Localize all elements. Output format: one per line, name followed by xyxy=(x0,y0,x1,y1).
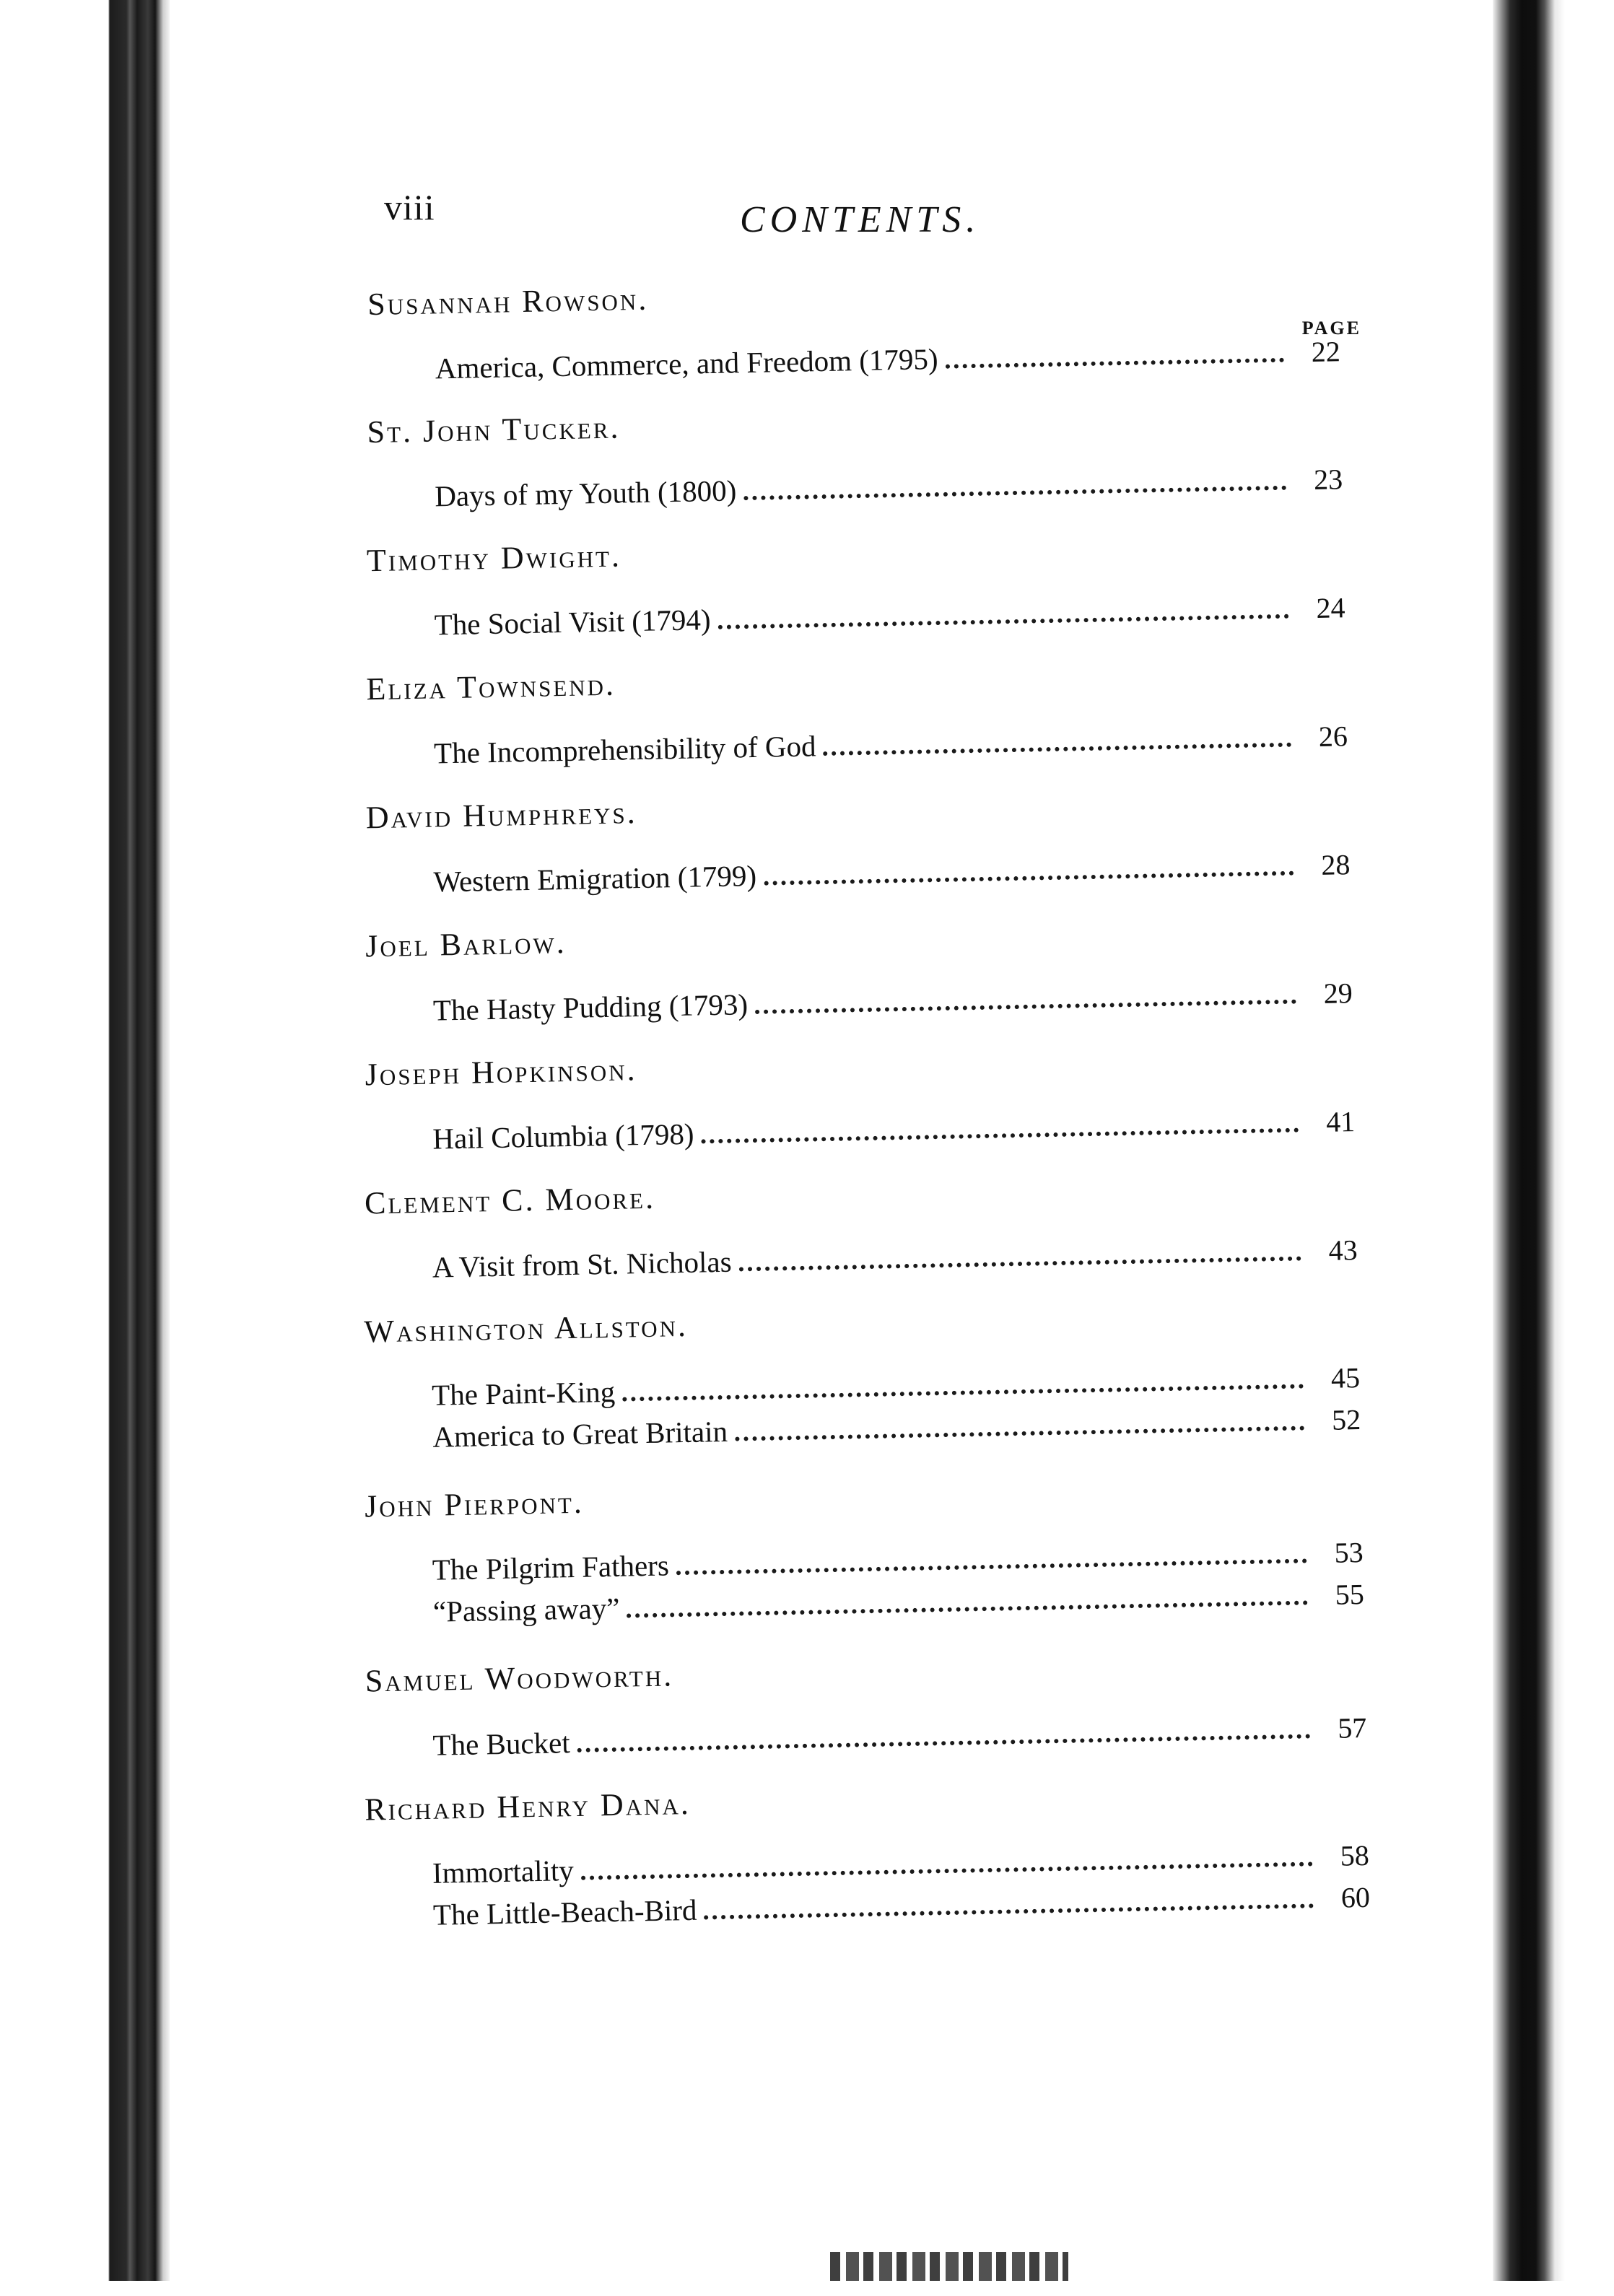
entry-title: The Little-Beach-Bird xyxy=(432,1893,697,1931)
entry-page-number: 52 xyxy=(1331,1403,1361,1436)
author-heading: Clement C. Moore. xyxy=(364,1179,656,1221)
toc-entry[interactable] xyxy=(435,455,1343,513)
entry-page-number: 58 xyxy=(1340,1838,1370,1872)
dot-leader xyxy=(738,1227,1301,1272)
entry-title: The Social Visit (1794) xyxy=(434,603,711,642)
entry-title: The Bucket xyxy=(432,1726,571,1762)
entry-title: Immortality xyxy=(432,1854,575,1890)
entry-title: The Paint-King xyxy=(431,1374,616,1412)
dot-leader xyxy=(577,1704,1311,1752)
entry-title: The Incomprehensibility of God xyxy=(433,729,816,770)
toc-entry[interactable] xyxy=(432,969,1353,1027)
toc-entry[interactable] xyxy=(432,1703,1367,1763)
dot-leader xyxy=(676,1529,1307,1575)
entry-title: Western Emigration (1799) xyxy=(433,858,757,899)
entry-page-number: 53 xyxy=(1334,1535,1364,1569)
entry-page-number: 23 xyxy=(1313,463,1343,497)
author-heading: Washington Allston. xyxy=(364,1307,689,1350)
author-heading: Susannah Rowson. xyxy=(367,281,649,323)
dot-leader xyxy=(945,328,1284,369)
dot-leader xyxy=(621,1355,1304,1402)
entry-title: Days of my Youth (1800) xyxy=(434,473,737,513)
running-head: CONTENTS. xyxy=(740,199,981,240)
author-heading: Richard Henry Dana. xyxy=(364,1785,692,1828)
entry-page-number: 60 xyxy=(1340,1880,1371,1914)
page-column-label: PAGE xyxy=(1301,318,1361,339)
entry-page-number: 29 xyxy=(1323,977,1353,1010)
entry-page-number: 22 xyxy=(1311,335,1341,369)
entry-title: A Visit from St. Nicholas xyxy=(432,1244,732,1284)
author-heading: Joseph Hopkinson. xyxy=(365,1052,637,1093)
dot-leader xyxy=(754,970,1296,1014)
author-heading: David Humphreys. xyxy=(365,795,638,836)
toc-entry[interactable] xyxy=(434,583,1345,642)
toc-entry[interactable] xyxy=(433,840,1351,899)
entry-page-number: 55 xyxy=(1335,1577,1365,1611)
dot-leader xyxy=(823,713,1291,756)
entry-title: The Hasty Pudding (1793) xyxy=(432,987,749,1027)
author-heading: Samuel Woodworth. xyxy=(365,1657,674,1699)
entry-page-number: 26 xyxy=(1318,720,1348,753)
entry-page-number: 41 xyxy=(1325,1105,1356,1138)
entry-title: “Passing away” xyxy=(432,1591,620,1628)
entry-page-number: 57 xyxy=(1337,1711,1367,1745)
entry-title: The Pilgrim Fathers xyxy=(432,1548,670,1586)
dot-leader xyxy=(763,842,1294,886)
entry-title: America to Great Britain xyxy=(432,1414,728,1454)
dot-leader xyxy=(701,1099,1299,1144)
toc-entry[interactable] xyxy=(432,1097,1356,1156)
entry-page-number: 24 xyxy=(1316,591,1345,624)
dot-leader xyxy=(743,456,1287,500)
toc-entry[interactable] xyxy=(432,1226,1358,1285)
author-heading: St. John Tucker. xyxy=(367,409,621,450)
toc-entry[interactable] xyxy=(435,327,1340,385)
author-heading: Timothy Dwight. xyxy=(366,538,622,579)
dot-leader xyxy=(717,585,1289,629)
entry-page-number: 43 xyxy=(1328,1234,1358,1267)
page-number-folio: viii xyxy=(384,187,435,227)
dot-leader xyxy=(580,1832,1313,1880)
author-heading: Joel Barlow. xyxy=(365,925,567,964)
entry-page-number: 28 xyxy=(1320,848,1351,881)
author-heading: John Pierpont. xyxy=(364,1484,585,1524)
entry-title: Hail Columbia (1798) xyxy=(432,1117,694,1156)
entry-title: America, Commerce, and Freedom (1795) xyxy=(435,341,938,385)
author-heading: Eliza Townsend. xyxy=(365,666,616,707)
toc-entry[interactable] xyxy=(434,712,1348,770)
entry-page-number: 45 xyxy=(1330,1361,1361,1394)
